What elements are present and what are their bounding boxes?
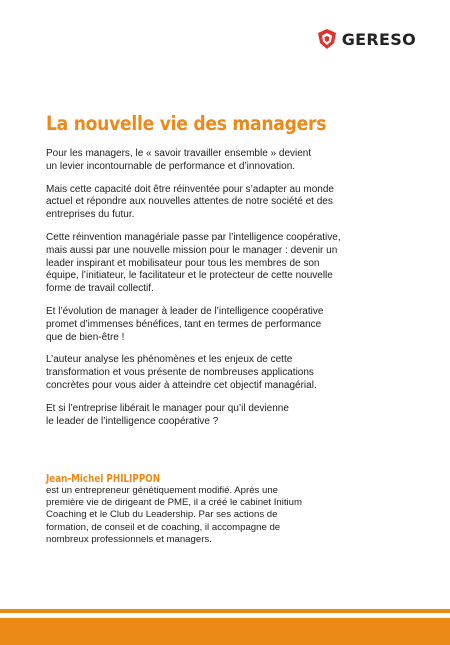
text-line: nombreux professionnels et managers. (46, 533, 212, 545)
text-line: L’auteur analyse les phénomènes et les enjeux de cette (46, 354, 293, 366)
text-line: un levier incontournable de performance et d’innovation. (46, 160, 296, 172)
paragraph (46, 148, 386, 174)
text-line: formation, de conseil et de coaching, il accompagne de (46, 521, 281, 533)
text-line: que de bien-être ! (46, 331, 125, 343)
text-line: équipe, l’initiateur, le facilitateur et le protecteur de cette nouvelle (46, 270, 333, 282)
text-line: transformation et vous présente de nombreuses applications (46, 367, 314, 379)
footer-stripe-thin (0, 609, 450, 613)
text-line: Cette réinvention managériale passe par l’intelligence coopérative, (46, 231, 341, 243)
paragraph (46, 403, 386, 429)
text-line: entreprises du futur. (46, 209, 135, 221)
description-text (46, 148, 386, 438)
text-line: forme de travail collectif. (46, 283, 154, 295)
brand-name: GERESO (341, 29, 416, 49)
text-line: leader inspirant et mobilisateur pour tous les membres de son (46, 257, 320, 269)
footer-stripes (0, 609, 450, 645)
text-line: Et l’évolution de manager à leader de l’intelligence coopérative (46, 305, 324, 317)
text-line: le leader de l’intelligence coopérative ? (46, 415, 219, 427)
author-bio (46, 485, 376, 546)
text-line: actuel et répondre aux nouvelles attentes de notre société et des (46, 196, 333, 208)
text-line: Coaching et le Club du Leadership. Par ses actions de (46, 509, 278, 521)
text-line: Et si l’entreprise libérait le manager pour qu’il devienne (46, 402, 289, 414)
text-line: mais aussi par une nouvelle mission pour le manager : devenir un (46, 244, 338, 256)
text-line: Pour les managers, le « savoir travailler ensemble » devient (46, 148, 312, 159)
text-line: est un entrepreneur génétiquement modifié. Après une (46, 485, 279, 496)
gereso-logo (317, 28, 416, 50)
author-name: Jean-Michel PHILIPPON (46, 472, 161, 485)
text-line: Mais cette capacité doit être réinventée pour s’adapter au monde (46, 183, 334, 195)
paragraph (46, 354, 386, 392)
author-block (46, 472, 376, 546)
text-line: promet d’immenses bénéfices, tant en termes de performance (46, 318, 322, 330)
footer-stripe-thick (0, 618, 450, 645)
paragraph (46, 232, 386, 296)
text-line: concrètes pour vous aider à atteindre cet objectif managérial. (46, 379, 317, 391)
gereso-shield-icon (317, 28, 337, 50)
text-line: première vie de dirigeant de PME, il a créé le cabinet Initium (46, 497, 302, 509)
page-title: La nouvelle vie des managers (46, 112, 327, 135)
paragraph (46, 184, 386, 222)
paragraph (46, 306, 386, 344)
